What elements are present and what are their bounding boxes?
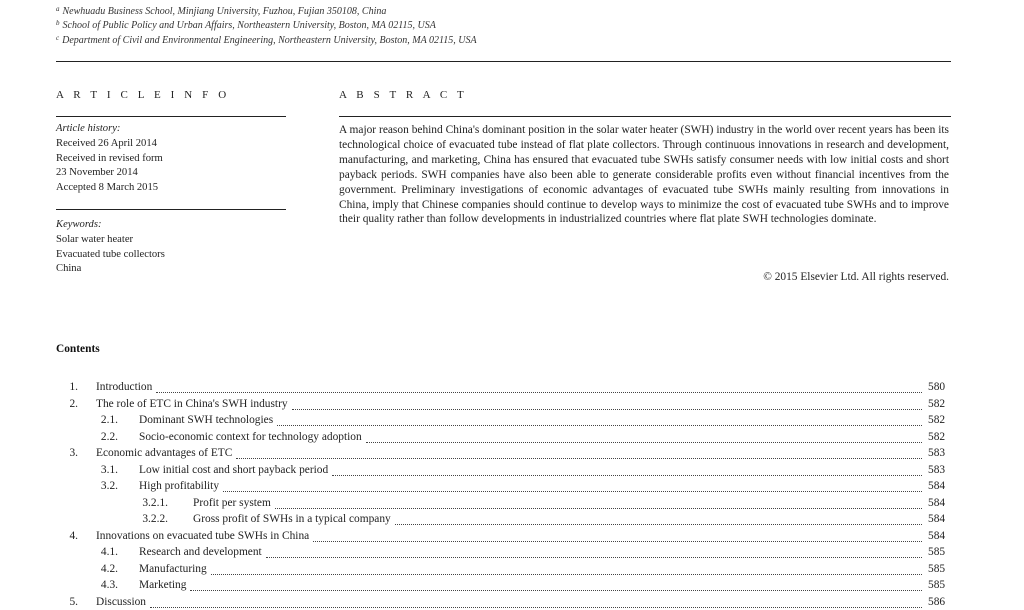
history-accepted: Accepted 8 March 2015 bbox=[56, 181, 163, 196]
toc-entry[interactable] bbox=[0, 478, 1024, 495]
article-history bbox=[56, 122, 163, 196]
header-divider bbox=[56, 61, 951, 62]
toc-entry-number: 5. bbox=[69, 594, 78, 610]
toc-leader-dots bbox=[366, 441, 922, 443]
toc-entry-page: 585 bbox=[928, 577, 945, 594]
affiliation-b bbox=[56, 17, 436, 32]
toc-entry-page: 584 bbox=[928, 528, 945, 545]
toc-entry-number: 4.1. bbox=[101, 544, 118, 561]
toc-entry-title: The role of ETC in China's SWH industry bbox=[96, 396, 288, 413]
toc-entry-title: Marketing bbox=[139, 577, 186, 594]
toc-entry-number: 3.2.1. bbox=[142, 495, 168, 512]
history-divider bbox=[56, 209, 286, 210]
toc-entry[interactable] bbox=[0, 544, 1024, 561]
toc-leader-dots bbox=[190, 589, 922, 591]
toc-leader-dots bbox=[236, 457, 922, 459]
toc-entry-number: 4.3. bbox=[101, 577, 118, 594]
affiliation-mark: b bbox=[56, 19, 60, 27]
history-received: Received 26 April 2014 bbox=[56, 137, 163, 152]
affiliation-mark: c bbox=[56, 34, 59, 42]
toc-entry-title: Dominant SWH technologies bbox=[139, 412, 273, 429]
toc-entry[interactable] bbox=[0, 511, 1024, 528]
toc-leader-dots bbox=[275, 507, 922, 509]
toc-entry-number: 3.1. bbox=[101, 462, 118, 479]
toc-entry[interactable] bbox=[0, 561, 1024, 578]
affiliation-c bbox=[56, 32, 477, 47]
toc-leader-dots bbox=[292, 408, 922, 410]
toc-entry-number: 2. bbox=[69, 396, 78, 413]
toc-entry[interactable] bbox=[0, 462, 1024, 479]
history-revised-date: 23 November 2014 bbox=[56, 166, 163, 181]
toc-entry-number: 3. bbox=[69, 445, 78, 462]
affiliation-mark: a bbox=[56, 5, 60, 13]
toc-entry-page: 582 bbox=[928, 412, 945, 429]
toc-entry-title: Introduction bbox=[96, 379, 152, 396]
toc-leader-dots bbox=[150, 606, 922, 608]
keywords-label: Keywords: bbox=[56, 218, 165, 233]
toc-entry[interactable] bbox=[0, 528, 1024, 545]
toc-entry-page: 585 bbox=[928, 544, 945, 561]
abstract-heading: A B S T R A C T bbox=[339, 89, 467, 101]
toc-entry-number: 4. bbox=[69, 528, 78, 545]
toc-entry-page: 580 bbox=[928, 379, 945, 396]
toc-entry[interactable] bbox=[0, 577, 1024, 594]
toc-entry-title: Discussion bbox=[96, 594, 146, 610]
toc-entry-page: 584 bbox=[928, 495, 945, 512]
toc-entry-title: Socio-economic context for technology adoption bbox=[139, 429, 362, 446]
toc-entry[interactable] bbox=[0, 396, 1024, 413]
affiliation-text: School of Public Policy and Urban Affairs, Northeastern University, Boston, MA 02115, USA bbox=[63, 20, 436, 31]
toc-entry-title: Innovations on evacuated tube SWHs in China bbox=[96, 528, 309, 545]
abstract-text: A major reason behind China's dominant position in the solar water heater (SWH) industry in the world over recent years has been its technological choice of evacuated tube instead of flat plate collectors. Through continuous innovations in research and development, manufacturing, and marketing, China has ensured that evacuated tube SWHs satisfy consumer needs with low initial costs and short payback periods. SWH companies have also been able to generate considerable profits even without financial incentives from the government. Preliminary investigations of economic advantages of evacuated tube SWHs mainly resulting from innovations in China, imply that Chinese companies should continue to develop ways to minimize the cost of evacuated tube SWHs and to improve their quality rather than follow developments in industrialized countries where flat plate SWH technologies dominate. bbox=[339, 123, 949, 227]
toc-entry-page: 585 bbox=[928, 561, 945, 578]
toc-leader-dots bbox=[395, 523, 922, 525]
toc-leader-dots bbox=[211, 573, 922, 575]
toc-entry[interactable] bbox=[0, 445, 1024, 462]
affiliation-a bbox=[56, 3, 386, 18]
toc-leader-dots bbox=[223, 490, 922, 492]
toc-entry-number: 1. bbox=[69, 379, 78, 396]
toc-entry-title: Profit per system bbox=[193, 495, 271, 512]
toc-entry-number: 4.2. bbox=[101, 561, 118, 578]
affiliation-text: Newhuadu Business School, Minjiang University, Fuzhou, Fujian 350108, China bbox=[63, 6, 387, 17]
toc-entry[interactable] bbox=[0, 429, 1024, 446]
toc-entry-page: 586 bbox=[928, 594, 945, 610]
toc-leader-dots bbox=[156, 391, 922, 393]
toc-entry[interactable] bbox=[0, 379, 1024, 396]
keyword-item: Solar water heater bbox=[56, 233, 165, 248]
toc-entry-title: High profitability bbox=[139, 478, 219, 495]
toc-leader-dots bbox=[277, 424, 922, 426]
toc-leader-dots bbox=[313, 540, 922, 542]
toc-entry-page: 584 bbox=[928, 478, 945, 495]
toc-entry-page: 582 bbox=[928, 429, 945, 446]
toc-entry-title: Gross profit of SWHs in a typical company bbox=[193, 511, 391, 528]
toc-entry-number: 2.1. bbox=[101, 412, 118, 429]
keyword-item: Evacuated tube collectors bbox=[56, 248, 165, 263]
toc-entry-number: 3.2.2. bbox=[142, 511, 168, 528]
toc-entry[interactable] bbox=[0, 594, 1024, 610]
article-info-divider bbox=[56, 116, 286, 117]
toc-entry-title: Manufacturing bbox=[139, 561, 207, 578]
abstract-divider bbox=[339, 116, 951, 117]
copyright-notice: © 2015 Elsevier Ltd. All rights reserved. bbox=[763, 271, 949, 283]
toc-entry[interactable] bbox=[0, 412, 1024, 429]
affiliation-text: Department of Civil and Environmental Engineering, Northeastern University, Boston, MA 02115, USA bbox=[62, 35, 477, 46]
toc-entry-page: 584 bbox=[928, 511, 945, 528]
article-history-label: Article history: bbox=[56, 122, 163, 137]
keywords bbox=[56, 218, 165, 277]
toc-entry-page: 582 bbox=[928, 396, 945, 413]
contents-title: Contents bbox=[56, 343, 100, 355]
toc-entry-title: Research and development bbox=[139, 544, 262, 561]
toc-entry-number: 3.2. bbox=[101, 478, 118, 495]
keyword-item: China bbox=[56, 262, 165, 277]
history-revised: Received in revised form bbox=[56, 152, 163, 167]
toc-entry-title: Economic advantages of ETC bbox=[96, 445, 232, 462]
toc-entry-page: 583 bbox=[928, 445, 945, 462]
article-info-heading: A R T I C L E I N F O bbox=[56, 89, 230, 101]
toc-entry[interactable] bbox=[0, 495, 1024, 512]
toc-leader-dots bbox=[332, 474, 922, 476]
toc-entry-page: 583 bbox=[928, 462, 945, 479]
toc-leader-dots bbox=[266, 556, 922, 558]
toc-entry-number: 2.2. bbox=[101, 429, 118, 446]
toc-entry-title: Low initial cost and short payback period bbox=[139, 462, 328, 479]
